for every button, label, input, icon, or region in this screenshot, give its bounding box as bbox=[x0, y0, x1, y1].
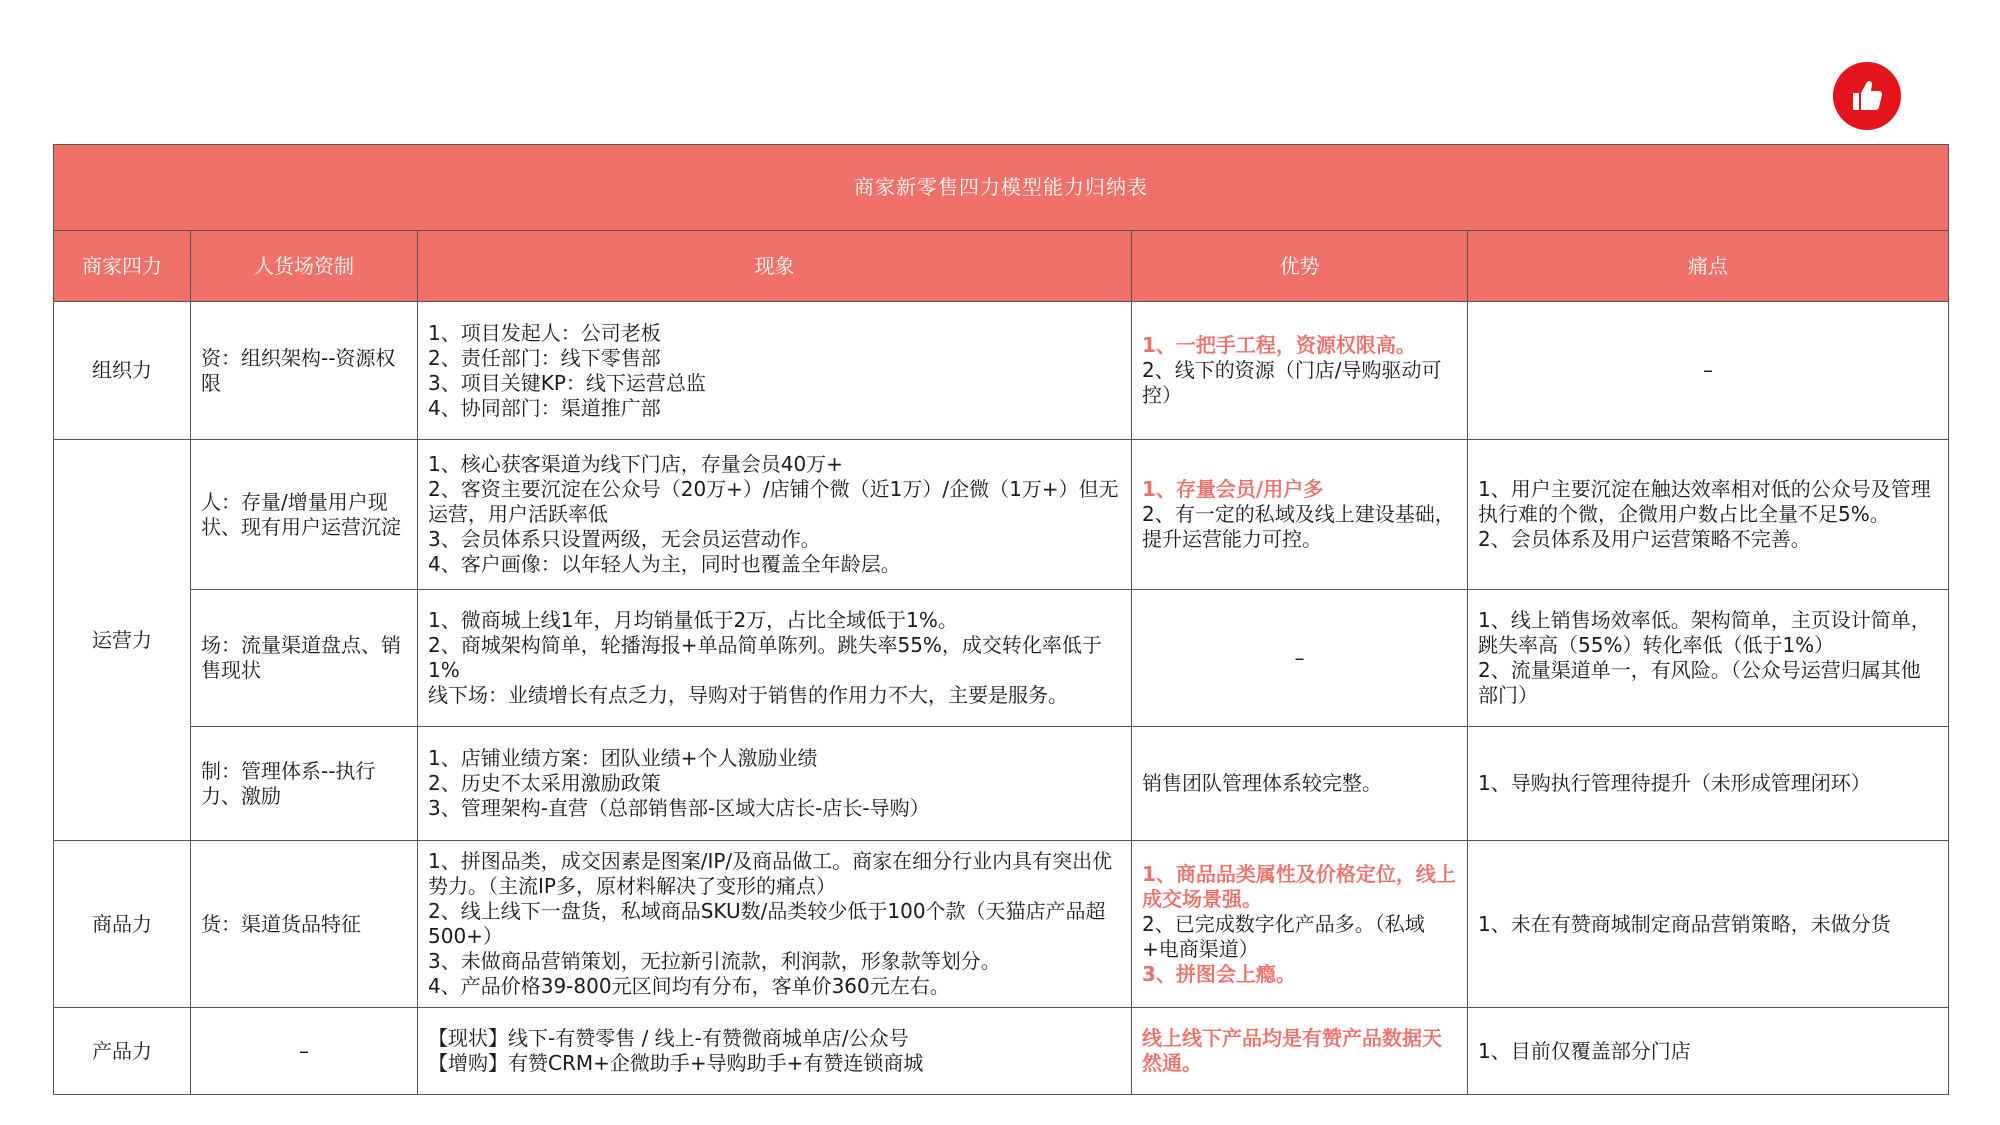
dimension-cell: 制：管理体系--执行力、激励 bbox=[191, 727, 418, 841]
phenomena-line: 3、管理架构-直营（总部销售部-区域大店长-店长-导购） bbox=[428, 796, 930, 820]
dimension-cell: 人：存量/增量用户现状、现有用户运营沉淀 bbox=[191, 440, 418, 590]
advantage-line: 2、有一定的私域及线上建设基础，提升运营能力可控。 bbox=[1142, 502, 1455, 551]
phenomena-line: 【增购】有赞CRM+企微助手+导购助手+有赞连锁商城 bbox=[428, 1051, 924, 1075]
four-power-model-table bbox=[53, 144, 1949, 1095]
phenomena-line: 1、微商城上线1年，月均销量低于2万，占比全域低于1%。 bbox=[428, 608, 958, 632]
pain-points-cell bbox=[1468, 590, 1949, 727]
pain-point-line: 1、用户主要沉淀在触达效率相对低的公众号及管理执行难的个微，企微用户数占比全量不足5%。 bbox=[1478, 477, 1931, 526]
advantage-line: 2、已完成数字化产品多。（私域+电商渠道） bbox=[1142, 911, 1425, 961]
header-advantages: 优势 bbox=[1132, 231, 1468, 302]
dimension-cell: 资：组织架构--资源权限 bbox=[191, 302, 418, 440]
power-cell: 运营力 bbox=[54, 440, 191, 841]
advantages-cell: – bbox=[1132, 590, 1468, 727]
phenomena-line: 2、历史不太采用激励政策 bbox=[428, 771, 661, 795]
power-cell: 组织力 bbox=[54, 302, 191, 440]
pain-point-line: 1、线上销售场效率低。架构简单，主页设计简单，跳失率高（55%）转化率低（低于1%） bbox=[1478, 608, 1931, 657]
table-row bbox=[54, 841, 1949, 1008]
phenomena-cell bbox=[418, 440, 1132, 590]
header-pain-points: 痛点 bbox=[1468, 231, 1949, 302]
advantages-cell: 销售团队管理体系较完整。 bbox=[1132, 727, 1468, 841]
phenomena-cell bbox=[418, 302, 1132, 440]
phenomena-cell bbox=[418, 727, 1132, 841]
phenomena-line: 2、责任部门：线下零售部 bbox=[428, 345, 661, 370]
pain-points-cell: – bbox=[1468, 302, 1949, 440]
table-row bbox=[54, 440, 1949, 590]
phenomena-line: 1、项目发起人：公司老板 bbox=[428, 320, 661, 345]
phenomena-line: 线下场：业绩增长有点乏力，导购对于销售的作用力不大，主要是服务。 bbox=[428, 683, 1068, 707]
phenomena-line: 2、客资主要沉淀在公众号（20万+）/店铺个微（近1万）/企微（1万+）但无运营，用户活跃率低 bbox=[428, 477, 1119, 526]
phenomena-line: 1、店铺业绩方案：团队业绩+个人激励业绩 bbox=[428, 746, 818, 770]
phenomena-line: 3、会员体系只设置两级，无会员运营动作。 bbox=[428, 527, 821, 551]
brand-logo bbox=[1833, 62, 1901, 130]
phenomena-line: 4、客户画像：以年轻人为主，同时也覆盖全年龄层。 bbox=[428, 552, 901, 576]
header-phenomena: 现象 bbox=[418, 231, 1132, 302]
table-row bbox=[54, 590, 1949, 727]
phenomena-line: 2、线上线下一盘货，私域商品SKU数/品类较少低于100个款（天猫店产品超500+） bbox=[428, 899, 1106, 948]
table-row bbox=[54, 727, 1949, 841]
advantage-line-highlight: 1、存量会员/用户多 bbox=[1142, 477, 1324, 501]
advantage-line-highlight: 1、一把手工程，资源权限高。 bbox=[1142, 333, 1416, 357]
phenomena-line: 4、协同部门：渠道推广部 bbox=[428, 395, 661, 420]
phenomena-cell bbox=[418, 841, 1132, 1008]
phenomena-line: 3、项目关键KP：线下运营总监 bbox=[428, 370, 706, 395]
thumbs-up-icon bbox=[1847, 76, 1887, 116]
advantages-cell bbox=[1132, 440, 1468, 590]
advantage-line-highlight: 1、商品品类属性及价格定位，线上成交场景强。 bbox=[1142, 861, 1456, 911]
phenomena-line: 1、拼图品类，成交因素是图案/IP/及商品做工。商家在细分行业内具有突出优势力。（主流IP多，原材料解决了变形的痛点） bbox=[428, 849, 1113, 898]
phenomena-cell bbox=[418, 1008, 1132, 1095]
pain-points-cell: 1、未在有赞商城制定商品营销策略，未做分货 bbox=[1468, 841, 1949, 1008]
power-cell: 商品力 bbox=[54, 841, 191, 1008]
table-row bbox=[54, 1008, 1949, 1095]
pain-point-line: 2、会员体系及用户运营策略不完善。 bbox=[1478, 527, 1811, 551]
advantages-cell bbox=[1132, 841, 1468, 1008]
phenomena-line: 1、核心获客渠道为线下门店，存量会员40万+ bbox=[428, 452, 843, 476]
phenomena-line: 3、未做商品营销策划，无拉新引流款，利润款，形象款等划分。 bbox=[428, 949, 1001, 973]
pain-points-cell bbox=[1468, 440, 1949, 590]
phenomena-cell bbox=[418, 590, 1132, 727]
pain-points-cell: 1、导购执行管理待提升（未形成管理闭环） bbox=[1468, 727, 1949, 841]
dimension-cell: – bbox=[191, 1008, 418, 1095]
advantage-line-highlight: 3、拼图会上瘾。 bbox=[1142, 961, 1296, 986]
advantage-line: 2、线下的资源（门店/导购驱动可控） bbox=[1142, 358, 1442, 407]
phenomena-line: 4、产品价格39-800元区间均有分布，客单价360元左右。 bbox=[428, 974, 950, 998]
header-power: 商家四力 bbox=[54, 231, 191, 302]
power-cell: 产品力 bbox=[54, 1008, 191, 1095]
header-row bbox=[54, 231, 1949, 302]
table-row bbox=[54, 302, 1949, 440]
pain-points-cell: 1、目前仅覆盖部分门店 bbox=[1468, 1008, 1949, 1095]
table-title: 商家新零售四力模型能力归纳表 bbox=[54, 145, 1949, 231]
header-dimension: 人货场资制 bbox=[191, 231, 418, 302]
advantages-cell bbox=[1132, 1008, 1468, 1095]
dimension-cell: 场：流量渠道盘点、销售现状 bbox=[191, 590, 418, 727]
dimension-cell: 货：渠道货品特征 bbox=[191, 841, 418, 1008]
pain-point-line: 2、流量渠道单一，有风险。（公众号运营归属其他部门） bbox=[1478, 658, 1921, 707]
phenomena-line: 【现状】线下-有赞零售 / 线上-有赞微商城单店/公众号 bbox=[428, 1026, 909, 1050]
advantages-cell bbox=[1132, 302, 1468, 440]
phenomena-line: 2、商城架构简单，轮播海报+单品简单陈列。跳失率55%，成交转化率低于1% bbox=[428, 633, 1102, 682]
advantage-line-highlight: 线上线下产品均是有赞产品数据天然通。 bbox=[1142, 1026, 1442, 1075]
